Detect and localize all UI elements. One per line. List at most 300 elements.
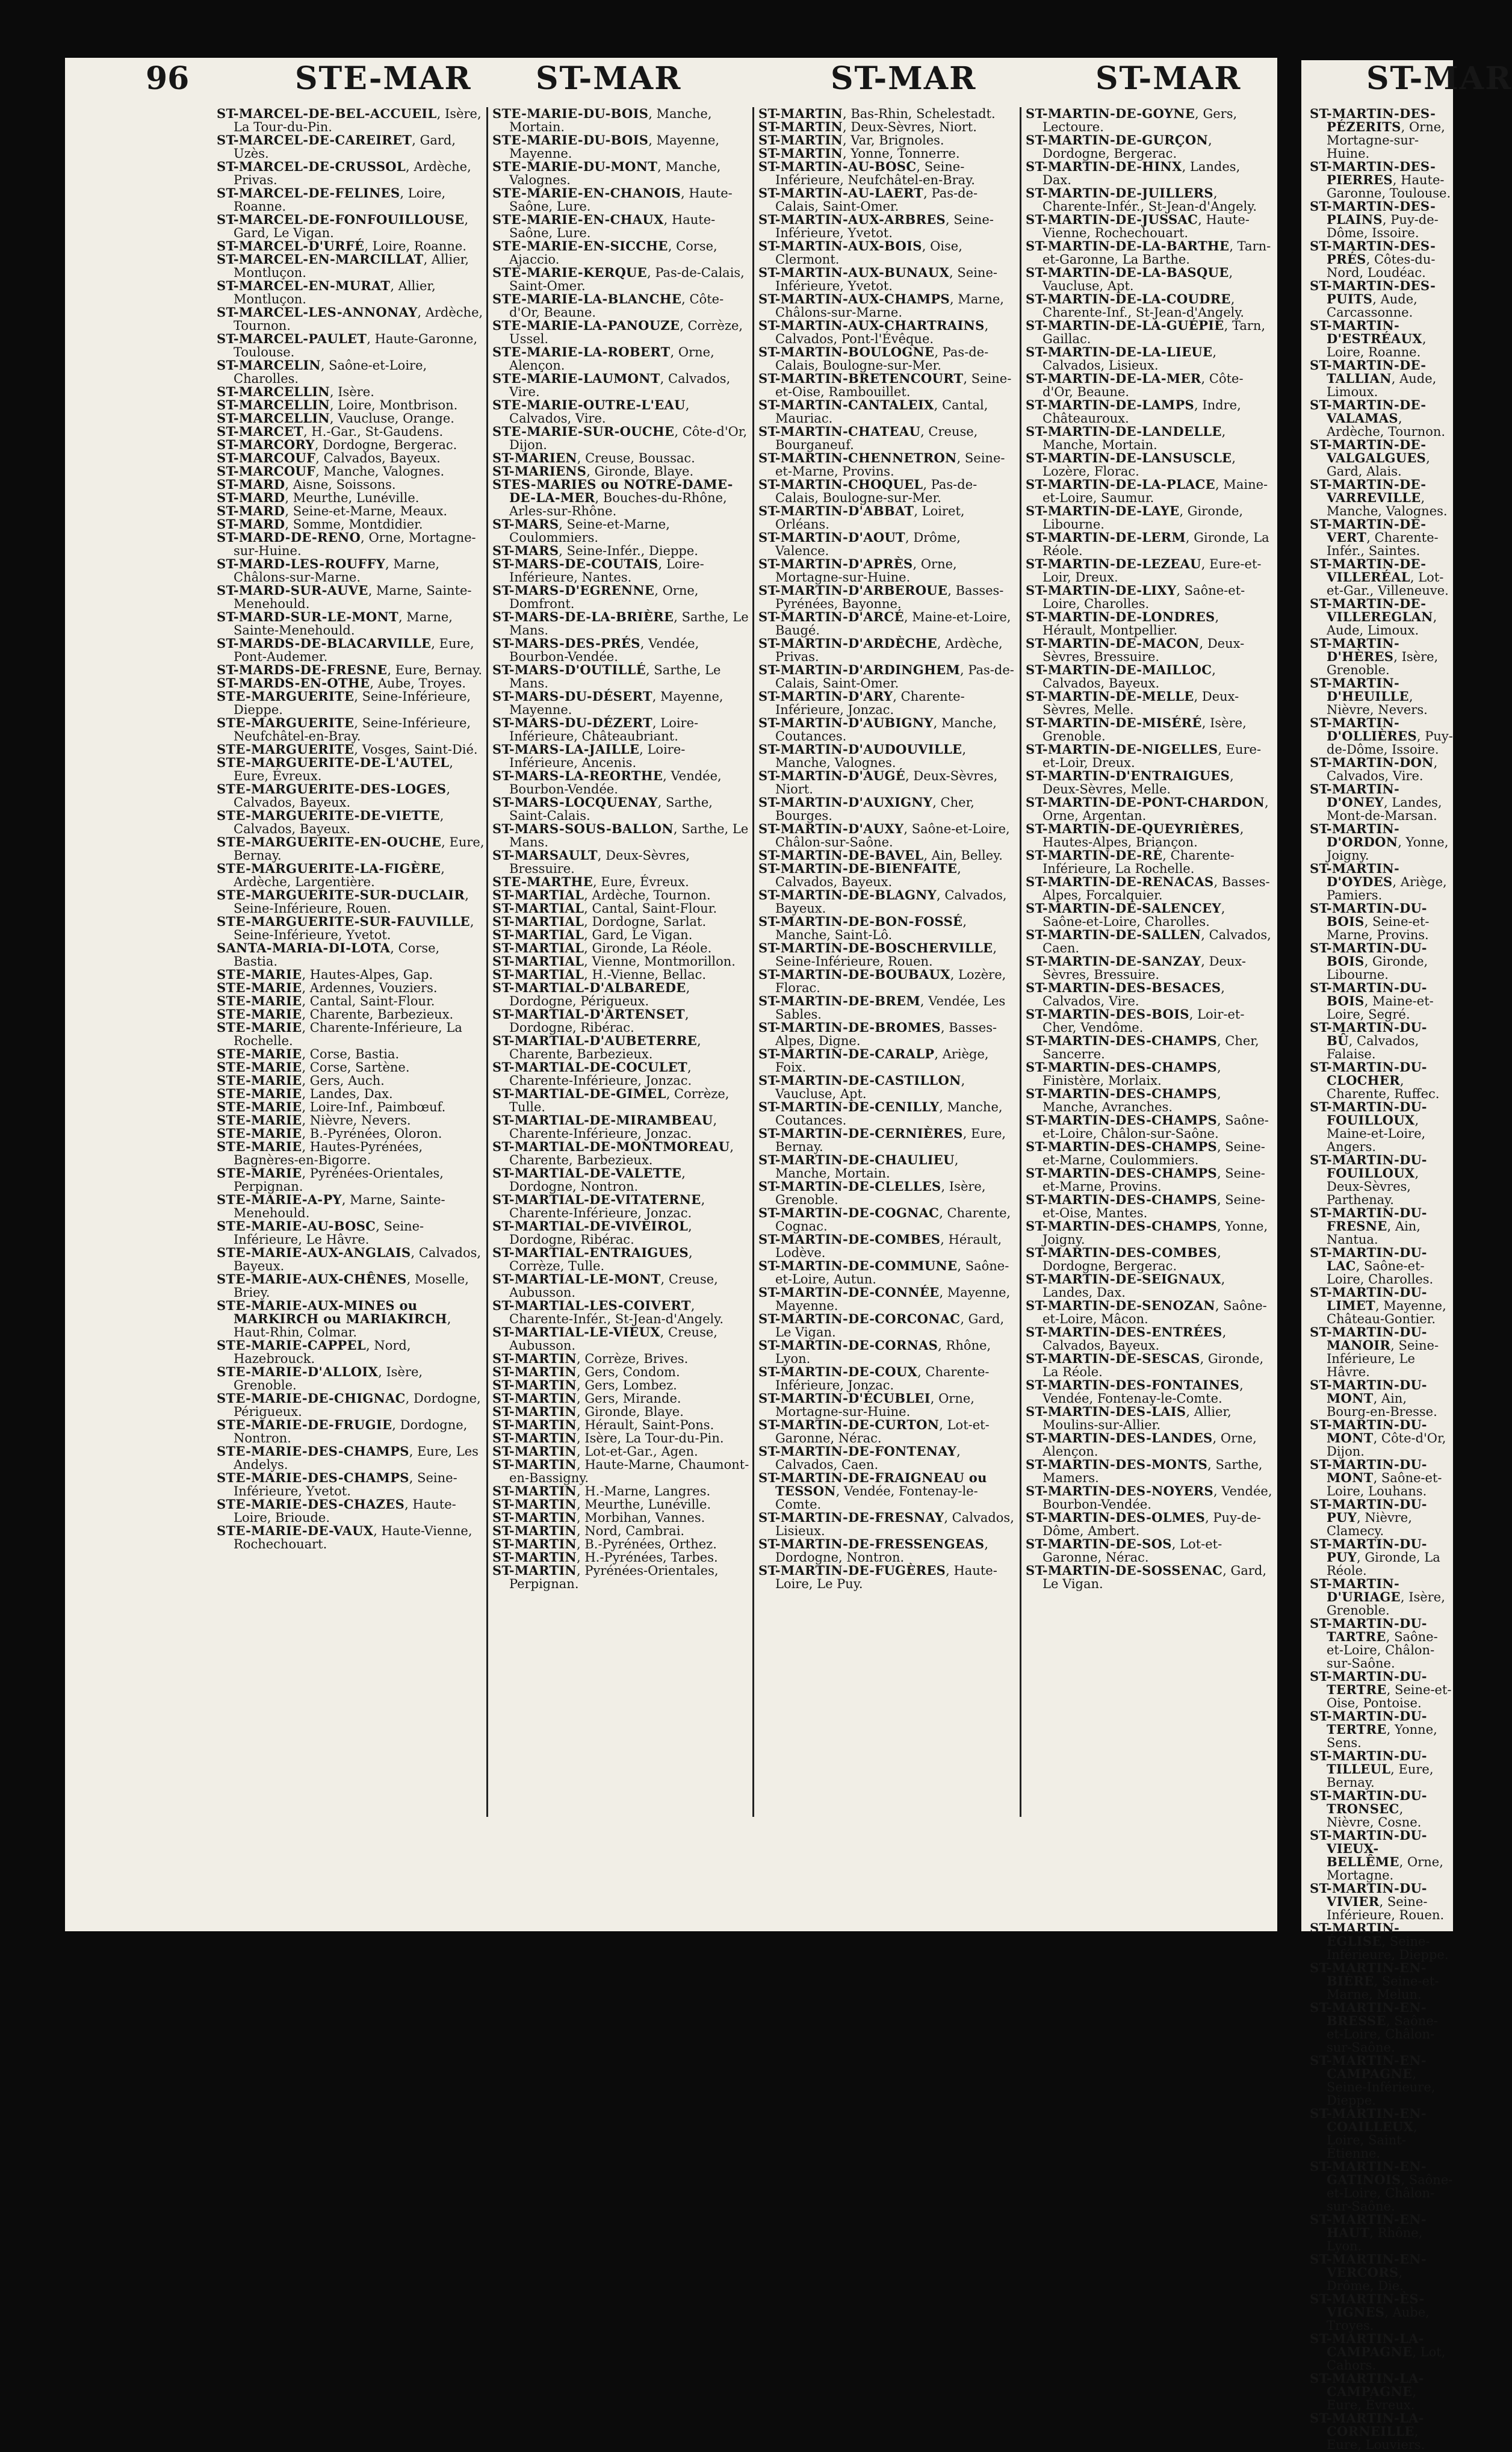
gazetteer-entry <box>217 1021 485 1048</box>
entry-location: , Seine-Inférieure, Le Hâvre. <box>234 1219 424 1247</box>
gazetteer-entry <box>492 1524 750 1538</box>
entry-headword: STE-MARIE <box>217 1060 302 1075</box>
entry-location: , Sarthe, Mamers. <box>1043 1457 1263 1485</box>
gazetteer-entry <box>492 187 750 213</box>
entry-headword: ST-MARCET <box>217 424 304 439</box>
entry-location: , Hérault, Montpellier. <box>1043 610 1219 638</box>
entry-headword: ST-MARS-DES-PRÉS <box>492 636 640 651</box>
entry-headword: STE-MARIE <box>217 1086 302 1101</box>
entry-headword: ST-MARTIN-DU-BOIS <box>1310 901 1427 929</box>
entry-headword: ST-MARTIN-DE-VERT <box>1310 517 1427 545</box>
gazetteer-entry <box>1026 1167 1272 1193</box>
gazetteer-entry <box>1026 478 1272 504</box>
gazetteer-entry <box>758 1339 1017 1365</box>
entry-location: , H.-Pyrénées, Tarbes. <box>577 1550 718 1565</box>
entry-location: , Calvados, Bayeux. <box>775 888 1007 916</box>
entry-headword: ST-MARTIN-EN-VERCORS <box>1310 2252 1427 2280</box>
gazetteer-entry <box>492 1167 750 1193</box>
gazetteer-entry <box>758 942 1017 968</box>
gazetteer-entry <box>492 1551 750 1564</box>
entry-location: , Lot-et-Garonne, Nérac. <box>775 1418 990 1445</box>
entry-location: , Calvados, Bayeux. <box>1043 663 1216 691</box>
entry-headword: ST-MARTIN-DON <box>1310 755 1434 770</box>
gazetteer-entry <box>758 1564 1017 1591</box>
entry-headword: ST-MARTIN-DES-CHAMPS <box>1026 1139 1217 1154</box>
entry-location: , Corrèze, Tulle. <box>509 1087 730 1114</box>
gazetteer-entry <box>758 1180 1017 1206</box>
gazetteer-entry <box>1310 2107 1453 2160</box>
entry-location: , Mayenne, Mayenne. <box>509 133 720 161</box>
entry-location: , B.-Pyrénées, Oloron. <box>302 1126 442 1141</box>
entry-headword: ST-MARS-D'OUTILLÉ <box>492 662 646 677</box>
gazetteer-entry <box>217 610 485 637</box>
gazetteer-entry <box>217 1074 485 1087</box>
entry-location: , Corrèze, Tulle. <box>509 1246 693 1273</box>
entry-location: , Meurthe, Lunéville. <box>285 491 420 505</box>
gazetteer-entry <box>758 822 1017 849</box>
entry-location: , Seine-Infér., Dieppe. <box>559 544 698 558</box>
gazetteer-entry <box>758 452 1017 478</box>
entry-headword: ST-MARTIAL-LES-COIVERT <box>492 1298 691 1313</box>
gazetteer-entry <box>758 319 1017 346</box>
entry-headword: ST-MARTIN-DE-JUILLERS <box>1026 185 1213 200</box>
gazetteer-entry <box>217 1140 485 1167</box>
entry-location: , Allier, Montluçon. <box>234 279 436 306</box>
gazetteer-entry <box>758 346 1017 372</box>
entry-headword: ST-MARD <box>217 503 285 518</box>
gazetteer-entry <box>1310 981 1453 1021</box>
gazetteer-entry <box>217 743 485 756</box>
gazetteer-entry <box>492 465 750 478</box>
entry-headword: ST-MARTIN-DES-CHAMPS <box>1026 1165 1217 1181</box>
entry-location: , Orne, Alençon. <box>1043 1431 1257 1459</box>
entry-headword: STE-MARIE-AU-BOSC <box>217 1218 376 1234</box>
gazetteer-entry <box>492 1193 750 1220</box>
entry-location: , Calvados, Falaise. <box>1327 1034 1419 1061</box>
entry-headword: ST-MARS-DU-DÉZERT <box>492 715 652 730</box>
entry-location: , Haute-Loire, Brioude. <box>234 1497 456 1525</box>
gazetteer-entry <box>1026 1352 1272 1379</box>
gazetteer-entry <box>217 1167 485 1193</box>
entry-headword: ST-MARD <box>217 517 285 532</box>
entry-headword: STE-MARGUERITE-DES-LOGES <box>217 781 447 796</box>
gazetteer-entry <box>1310 942 1453 981</box>
gazetteer-entry <box>492 902 750 915</box>
entry-headword: ST-MARTIN-DE-MACON <box>1026 636 1200 651</box>
entry-headword: ST-MARTIN-DE-MISÉRÉ <box>1026 715 1202 730</box>
gazetteer-entry <box>758 1312 1017 1339</box>
entry-location: , Cantal, Saint-Flour. <box>584 901 717 916</box>
entry-headword: ST-MARCELLIN <box>217 411 330 426</box>
entry-location: , Somme, Montdidier. <box>285 517 423 532</box>
entry-headword: ST-MARTIN-D'ARDINGHEM <box>758 662 960 677</box>
entry-location: , Calvados, Bayeux. <box>315 451 441 465</box>
entry-location: , Deux-Sèvres, Bressuire. <box>509 848 690 876</box>
entry-headword: ST-MARTIN <box>758 119 843 134</box>
entry-headword: ST-MARTIN-DE-FUGÈRES <box>758 1563 946 1578</box>
entry-headword: ST-MARTIN-DES-FONTAINES <box>1026 1377 1240 1392</box>
entry-location: , Cher, Bourges. <box>775 795 974 823</box>
entry-location: , Manche, Avranches. <box>1043 1087 1221 1114</box>
gazetteer-entry <box>492 1498 750 1511</box>
entry-headword: ST-MARTIN-D'AUXY <box>758 821 904 836</box>
gazetteer-entry <box>492 610 750 637</box>
gazetteer-entry <box>1310 319 1453 359</box>
gazetteer-entry <box>758 1100 1017 1127</box>
entry-location: , Dordogne, Périgueux. <box>234 1391 481 1419</box>
entry-headword: ST-MARTIN-DE-LA-MER <box>1026 371 1201 386</box>
entry-headword: ST-MARTIN-D'ÉCUBLEI <box>758 1391 931 1406</box>
gazetteer-entry <box>217 836 485 862</box>
entry-location: , Saône-et-Loire, Charolles. <box>234 358 427 386</box>
entry-headword: STE-MARIE-DU-MONT <box>492 159 658 174</box>
entry-headword: ST-MARTIN-LA-CAMPAGNE <box>1310 2371 1424 2399</box>
entry-location: , Bas-Rhin, Schelestadt. <box>843 107 996 121</box>
gazetteer-entry <box>1026 716 1272 743</box>
entry-headword: ST-MARTIN-DE-BIENFAITE <box>758 861 958 876</box>
gazetteer-entry <box>217 425 485 438</box>
entry-location: , Aude, Limoux. <box>1327 610 1437 638</box>
entry-headword: STE-MARIE-DE-VAUX <box>217 1523 374 1538</box>
entry-location: , Seine-Inférieure, Yvetot. <box>775 213 994 240</box>
entry-location: , Seine-Inférieure, Neufchâtel-en-Bray. <box>234 716 471 743</box>
entry-headword: ST-MARTIN-DE-LA-LIEUE <box>1026 344 1213 359</box>
gazetteer-entry <box>758 213 1017 240</box>
entry-headword: ST-MARIENS <box>492 464 587 479</box>
entry-headword: ST-MARCELLIN <box>217 384 330 399</box>
entry-location: , Yonne, Joigny. <box>1327 835 1449 863</box>
entry-location: , Landes, Dax. <box>1043 1272 1225 1300</box>
entry-headword: STE-MARIE-CAPPEL <box>217 1338 366 1353</box>
entry-location: , Deux-Sèvres, Bressuire. <box>1043 636 1245 664</box>
entry-location: , Ardèche, Privas. <box>234 160 471 187</box>
entry-location: , Moselle, Briey. <box>234 1272 469 1300</box>
gazetteer-entry <box>1026 425 1272 452</box>
gazetteer-column-1 <box>217 107 485 2069</box>
entry-headword: STE-MARGUERITE <box>217 715 355 730</box>
gazetteer-entry <box>217 187 485 213</box>
entry-location: , Charente-Infér., St-Jean-d'Angely. <box>509 1299 723 1326</box>
entry-headword: ST-MARCOUF <box>217 464 316 479</box>
entry-headword: STE-MARIE <box>217 1007 302 1022</box>
entry-location: , Vaucluse, Orange. <box>329 411 454 426</box>
entry-headword: ST-MARTIN <box>492 1404 577 1419</box>
gazetteer-entry <box>217 1445 485 1471</box>
entry-headword: ST-MARTIN-DU-BOIS <box>1310 940 1427 969</box>
entry-location: , Seine-et-Marne, Provins. <box>1327 914 1430 942</box>
gazetteer-entry <box>492 584 750 610</box>
entry-location: , Charente, Ruffec. <box>1327 1073 1440 1101</box>
gazetteer-entry <box>1026 266 1272 293</box>
entry-headword: ST-MARTIN-AU-LAERT <box>758 185 924 200</box>
entry-location: , Seine-et-Marne, Provins. <box>775 451 1005 479</box>
entry-headword: ST-MARTIN-DE-MELLE <box>1026 689 1194 704</box>
entry-location: , Seine-Inférieure, Yvetot. <box>234 914 474 942</box>
entry-headword: ST-MARTIN-LA-CAMPAGNE <box>1310 2331 1424 2359</box>
entry-headword: STE-MARIE <box>217 1165 302 1181</box>
entry-location: , Isère, La Tour-du-Pin. <box>234 107 482 134</box>
entry-location: , Gard, Le Vigan. <box>584 928 693 942</box>
gazetteer-entry <box>492 1220 750 1246</box>
entry-location: , Marne, Châlons-sur-Marne. <box>775 292 1004 320</box>
entry-location: , Calvados, Lisieux. <box>1043 345 1217 373</box>
gazetteer-entry <box>217 452 485 465</box>
entry-headword: ST-MARS-LA-JAILLE <box>492 742 640 757</box>
entry-headword: ST-MARTIN-DE-CHAULIEU <box>758 1152 955 1167</box>
entry-location: , Calvados, Bayeux. <box>1043 1325 1227 1353</box>
entry-location: , Drôme, Valence. <box>775 530 961 558</box>
gazetteer-entry <box>217 491 485 504</box>
entry-headword: STE-MARIE-EN-CHANOIS <box>492 185 681 200</box>
entry-location: , Maine-et-Loire, Saumur. <box>1043 477 1268 505</box>
entry-location: , Gard, Uzès. <box>234 133 456 161</box>
gazetteer-entry <box>492 1405 750 1418</box>
entry-headword: ST-MARS-LOCQUENAY <box>492 795 658 810</box>
entry-location: , Aube, Troyes. <box>1327 2305 1430 2333</box>
gazetteer-entry <box>1310 1379 1453 1418</box>
entry-location: , Pas-de-Calais, Saint-Omer. <box>775 186 978 214</box>
gazetteer-entry <box>1026 1458 1272 1485</box>
entry-headword: ST-MARCEL-LES-ANNONAY <box>217 305 418 320</box>
entry-location: , Bouches-du-Rhône, Arles-sur-Rhône. <box>509 491 727 518</box>
entry-headword: ST-MARTIN-D'ARCÉ <box>758 609 904 624</box>
entry-headword: ST-MARTIN-DES-BESACES <box>1026 980 1221 995</box>
entry-headword: ST-MARTIAL-DE-MONTMOREAU <box>492 1139 730 1154</box>
entry-location: , Dordogne, Ribérac. <box>509 1219 692 1247</box>
gazetteer-entry <box>492 1379 750 1392</box>
gazetteer-entry <box>1310 359 1453 399</box>
entry-headword: ST-MARTIN-DU-TARTRE <box>1310 1616 1427 1644</box>
gazetteer-entry <box>1310 438 1453 478</box>
entry-headword: ST-MARTIN <box>492 1444 577 1459</box>
gazetteer-entry <box>1310 822 1453 862</box>
gazetteer-entry <box>1310 1577 1453 1617</box>
entry-location: , Charente, Barbezieux. <box>509 1034 701 1061</box>
gazetteer-entry <box>758 478 1017 504</box>
gazetteer-entry <box>1310 1961 1453 2001</box>
entry-headword: ST-MARTIN-DE-LIXY <box>1026 583 1177 598</box>
entry-headword: ST-MARTIN-DE-FRESNAY <box>758 1510 944 1525</box>
gazetteer-entry <box>1310 1617 1453 1670</box>
entry-location: , Dordogne, Bergerac. <box>314 438 457 452</box>
entry-headword: ST-MARD-SUR-AUVE <box>217 583 368 598</box>
gazetteer-entry <box>492 1418 750 1432</box>
gazetteer-entry <box>758 134 1017 147</box>
entry-location: , Saône-et-Loire, Châlon-sur-Saône. <box>1327 2173 1453 2214</box>
entry-location: , Haute-Garonne, Toulouse. <box>1327 173 1451 200</box>
entry-location: , Vendée, Bourbon-Vendée. <box>509 769 722 796</box>
gazetteer-entry <box>1026 663 1272 690</box>
gazetteer-entry <box>217 465 485 478</box>
entry-location: , Dordogne, Nontron. <box>234 1418 468 1445</box>
gazetteer-entry <box>1310 1061 1453 1100</box>
gazetteer-entry <box>758 531 1017 557</box>
entry-headword: ST-MARTIN-DU-TERTRE <box>1310 1709 1427 1737</box>
entry-headword: ST-MARTIN-D'ARDÈCHE <box>758 636 937 651</box>
entry-location: , Landes, Dax. <box>1043 160 1241 187</box>
entry-location: , Finistère, Morlaix. <box>1043 1060 1221 1088</box>
entry-location: , Eure, Évreux. <box>593 875 689 889</box>
entry-headword: STE-MARIE <box>217 1046 302 1061</box>
entry-headword: ST-MARTIN-DE-LA-BASQUE <box>1026 265 1229 280</box>
entry-location: , Calvados, Bayeux. <box>234 782 451 810</box>
entry-headword: ST-MARCOUF <box>217 450 316 465</box>
entry-location: , Deux-Sèvres, Niort. <box>775 769 998 796</box>
entry-headword: ST-MARTIN-CANTALEIX <box>758 397 934 412</box>
entry-location: , Eure-et-Loir, Dreux. <box>1043 557 1262 585</box>
entry-headword: STE-MARIE-AUX-ANGLAIS <box>217 1245 411 1260</box>
entry-headword: ST-MARTIN-DE-LA-BARTHE <box>1026 238 1230 253</box>
entry-location: , Hautes-Alpes, Gap. <box>302 967 433 982</box>
entry-location: , Creuse, Boussac. <box>577 451 695 465</box>
entry-headword: ST-MARTIN-DE-CORNAS <box>758 1338 938 1353</box>
gazetteer-entry <box>1310 783 1453 822</box>
entry-location: , Yonne, Tonnerre. <box>843 146 960 161</box>
entry-location: , Marne, Châlons-sur-Marne. <box>234 557 440 585</box>
entry-location: , Seine-et-Marne, Coulommiers. <box>1043 1140 1265 1167</box>
gazetteer-entry <box>1310 1206 1453 1246</box>
column-rule <box>486 107 488 1817</box>
gazetteer-entry <box>1026 399 1272 425</box>
entry-location: , Manche, Valognes. <box>315 464 445 479</box>
entry-headword: ST-MARS-SOUS-BALLON <box>492 821 674 836</box>
entry-location: , Charente-Inférieure, La Rochelle. <box>234 1020 462 1048</box>
entry-location: , Dordogne, Bergerac. <box>1043 1246 1221 1273</box>
entry-location: , Nord, Hazebrouck. <box>234 1338 411 1366</box>
gazetteer-entry <box>492 1326 750 1352</box>
entry-location: , B.-Pyrénées, Orthez. <box>577 1537 717 1551</box>
entry-location: , Eure, Bernay. <box>775 1126 1006 1154</box>
entry-headword: ST-MARTIN-DES-CHAMPS <box>1026 1113 1217 1128</box>
gazetteer-entry <box>758 1471 1017 1511</box>
entry-headword: ST-MARTIN-D'ORDON <box>1310 821 1400 849</box>
gazetteer-entry <box>217 584 485 610</box>
entry-headword: ST-MARSAULT <box>492 848 598 863</box>
gazetteer-entry <box>1026 319 1272 346</box>
entry-headword: ST-MARTIN-DE-QUEYRIÈRES <box>1026 821 1240 836</box>
entry-headword: ST-MARTIN <box>492 1430 577 1445</box>
gazetteer-entry <box>758 187 1017 213</box>
entry-headword: ST-MARTIN-DE-VILLERÉAL <box>1310 556 1427 585</box>
gazetteer-entry <box>492 1034 750 1061</box>
entry-location: , Calvados, Vire. <box>1043 981 1225 1008</box>
running-header-3: ST-MAR <box>831 60 977 97</box>
entry-location: , Aude, Carcassonne. <box>1327 292 1418 320</box>
gazetteer-entry <box>492 544 750 557</box>
entry-headword: ST-MARTIAL <box>492 927 584 942</box>
entry-headword: ST-MARTIN-DE-LANSUSCLE <box>1026 450 1232 465</box>
entry-headword: ST-MARTIN-DE-SESCAS <box>1026 1351 1200 1366</box>
entry-location: , Cantal, Mauriac. <box>775 398 988 426</box>
entry-headword: ST-MARTIN <box>758 146 843 161</box>
gazetteer-entry <box>492 637 750 663</box>
gazetteer-entry <box>758 743 1017 769</box>
gazetteer-entry <box>1026 346 1272 372</box>
entry-headword: ST-MARTIN-DE-LA-GUÉPIE <box>1026 318 1224 333</box>
entry-location: , Var, Brignoles. <box>843 133 944 147</box>
gazetteer-entry <box>492 1445 750 1458</box>
entry-headword: ST-MARTIN-D'OYDES <box>1310 861 1400 889</box>
entry-headword: ST-MARS-D'EGRENNE <box>492 583 655 598</box>
entry-headword: ST-MARTIN-CHOQUEL <box>758 477 923 492</box>
entry-location: , Deux-Sèvres, Bressuire. <box>1043 954 1246 982</box>
entry-location: , Mayenne, Mayenne. <box>509 689 723 717</box>
entry-headword: STE-MARGUERITE <box>217 689 355 704</box>
entry-location: , Gers, Mirande. <box>577 1391 681 1406</box>
entry-headword: ST-MARTIN-D'AUXIGNY <box>758 795 933 810</box>
gazetteer-entry <box>492 1140 750 1167</box>
entry-location: , Cher, Sancerre. <box>1043 1034 1259 1061</box>
entry-location: , Calvados, Bayeux. <box>234 1246 482 1273</box>
running-header-2: ST-MAR <box>536 60 682 97</box>
entry-headword: ST-MARTIN-AUX-ARBRES <box>758 212 946 227</box>
gazetteer-entry <box>1310 2001 1453 2054</box>
running-header-5: ST-MAR <box>1366 60 1512 97</box>
entry-headword: ST-MARTIN-DE-SANZAY <box>1026 954 1201 969</box>
entry-headword: ST-MARTIN-DES-PUITS <box>1310 278 1436 306</box>
gazetteer-entry <box>492 1458 750 1485</box>
entry-headword: ST-MARTIN-DU-TERTRE <box>1310 1669 1427 1697</box>
gazetteer-entry <box>217 677 485 690</box>
entry-headword: ST-MARTIN-DES-PÉZERITS <box>1310 106 1436 134</box>
entry-headword: STE-MARIE <box>217 980 302 995</box>
entry-headword: ST-MARCEL-DE-BEL-ACCUEIL <box>217 106 437 121</box>
entry-location: , Basses-Alpes, Digne. <box>775 1020 997 1048</box>
entry-location: , Pas-de-Calais, Boulogne-sur-Mer. <box>775 477 978 505</box>
gazetteer-entry <box>492 1087 750 1114</box>
entry-headword: ST-MARCEL-DE-FELINES <box>217 185 400 200</box>
entry-headword: ST-MARTIAL <box>492 901 584 916</box>
gazetteer-entry <box>1026 822 1272 849</box>
entry-headword: STE-MARIE <box>217 1126 302 1141</box>
entry-location: , Isère. <box>329 385 374 399</box>
entry-location: , Côtes-du-Nord, Loudéac. <box>1327 252 1436 280</box>
entry-headword: ST-MARTIAL-DE-VITATERNE <box>492 1192 701 1207</box>
entry-location: , Gironde, La Réole. <box>584 941 712 955</box>
gazetteer-entry <box>217 1524 485 1551</box>
gazetteer-entry <box>217 359 485 385</box>
entry-location: , Creuse, Aubusson. <box>509 1325 717 1353</box>
gazetteer-entry <box>217 663 485 677</box>
entry-headword: ST-MARTIN-DE-SOSSENAC <box>1026 1563 1223 1578</box>
gazetteer-entry <box>1310 1246 1453 1286</box>
entry-location: , Loire-Inférieure, Châteaubriant. <box>509 716 699 743</box>
entry-location: , Pas-de-Calais, Saint-Omer. <box>775 663 1014 691</box>
entry-headword: ST-MARTIN-DES-OLMES <box>1026 1510 1206 1525</box>
entry-headword: STE-MARIE-A-PY <box>217 1192 342 1207</box>
gazetteer-entry <box>492 889 750 902</box>
entry-headword: STE-MARIE-DE-FRUGIE <box>217 1417 392 1432</box>
entry-location: , Vienne, Montmorillon. <box>584 954 736 969</box>
entry-location: , Loire, Saint-Étienne. <box>1327 2120 1418 2161</box>
entry-location: , Charente-Inférieure, La Rochelle. <box>1043 848 1235 876</box>
gazetteer-entry <box>492 1008 750 1034</box>
gazetteer-entry <box>758 1074 1017 1100</box>
entry-location: , Vendée, Les Sables. <box>775 994 1006 1022</box>
entry-location: , Isère, La Tour-du-Pin. <box>577 1431 724 1445</box>
entry-headword: ST-MARTIN-DE-BON-FOSSÉ <box>758 914 963 929</box>
gazetteer-entry <box>217 1471 485 1498</box>
entry-headword: STE-MARIE-AUX-MINES ou MARKIRCH ou MARIAKIRCH <box>217 1298 447 1326</box>
entry-headword: ST-MARTIN-DE-RENACAS <box>1026 874 1214 889</box>
entry-headword: STE-MARGUERITE-DE-VIETTE <box>217 808 440 823</box>
gazetteer-entry <box>1310 1538 1453 1577</box>
entry-location: , Hautes-Pyrénées, Bagnères-en-Bigorre. <box>234 1140 423 1167</box>
entry-location: , Charente-Inférieure, Jonzac. <box>509 1193 705 1220</box>
entry-headword: ST-MARTIN-D'URIAGE <box>1310 1576 1401 1604</box>
gazetteer-entry <box>492 915 750 928</box>
entry-location: , Eure, Évreux. <box>1327 2385 1417 2412</box>
